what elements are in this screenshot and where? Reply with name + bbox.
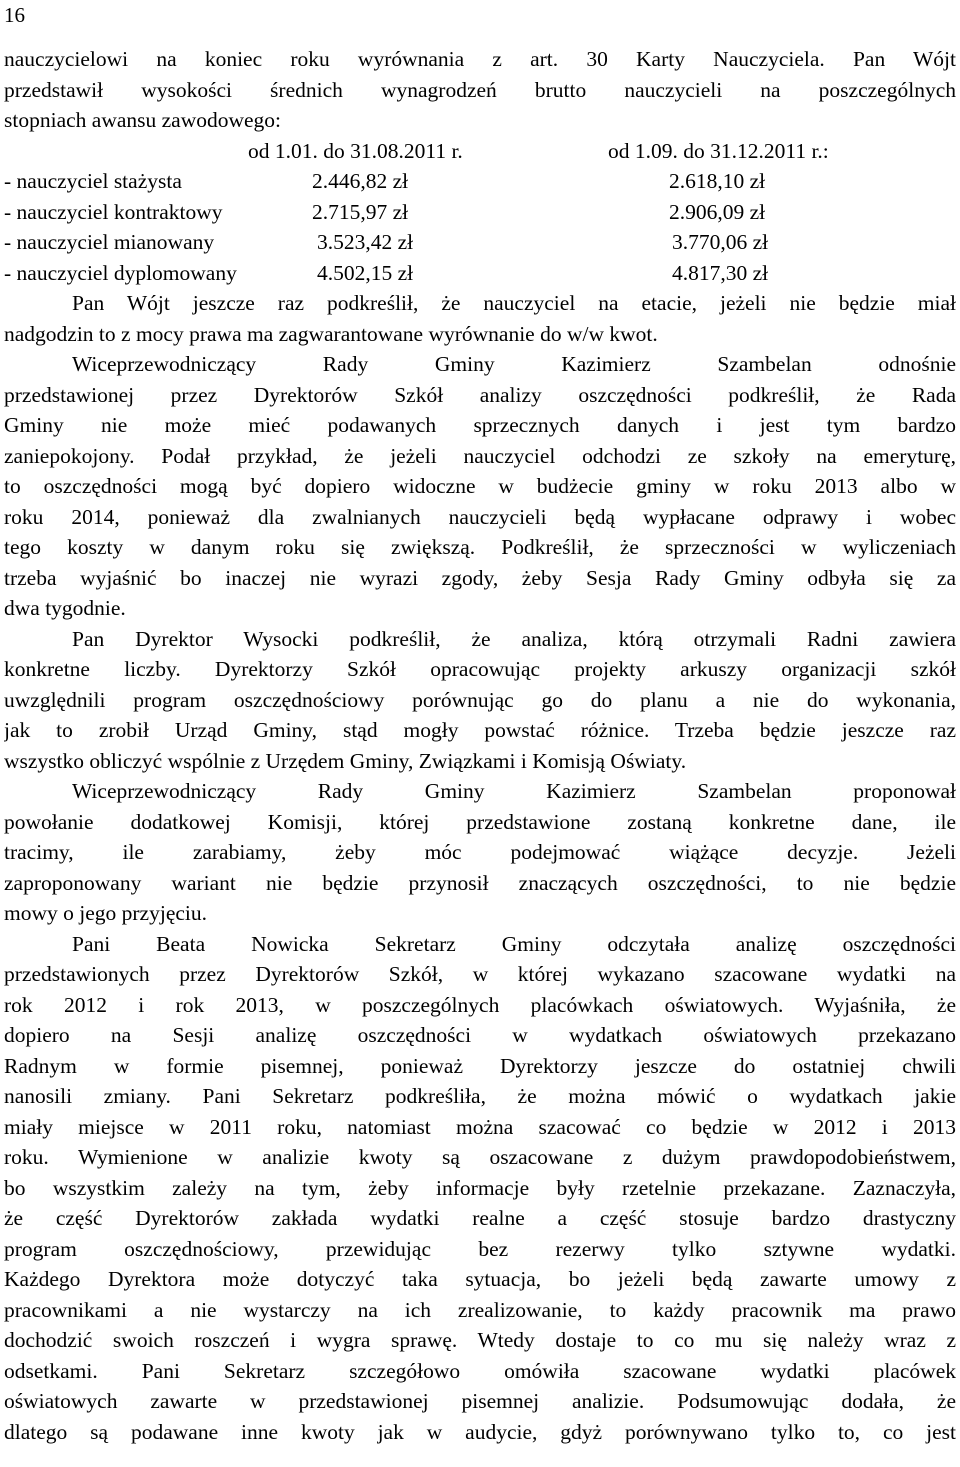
paragraph-line: zaniepokojony. Podał przykład, że jeżeli nauczyciel odchodzi ze szkoły na emeryturę, xyxy=(4,443,956,468)
paragraph-line: Pan Wójt jeszcze raz podkreślił, że nauczyciel na etacie, jeżeli nie będzie miał xyxy=(72,291,956,315)
paragraph-line: nauczycielowi na koniec roku wyrównania z art. 30 Karty Nauczyciela. Pan Wójt xyxy=(4,47,956,71)
header-period-1: od 1.01. do 31.08.2011 r. xyxy=(248,138,463,163)
table-row xyxy=(4,258,956,289)
paragraph-line: program oszczędnościowy, przewidując bez rezerwy tylko sztywne wydatki. xyxy=(4,1236,956,1261)
paragraph-line: przedstawił wysokości średnich wynagrodzeń brutto nauczycieli na poszczególnych xyxy=(4,77,956,102)
salary-period-1: 2.446,82 zł xyxy=(312,169,409,193)
paragraph-line: Radnym w formie pisemnej, ponieważ Dyrektorzy jeszcze do ostatniej chwili xyxy=(4,1053,956,1078)
salary-period-1: 2.715,97 zł xyxy=(312,199,409,224)
paragraph-line: Pani Beata Nowicka Sekretarz Gminy odczytała analizę oszczędności xyxy=(72,931,956,956)
teacher-level-label: - nauczyciel mianowany xyxy=(4,230,215,254)
salary-period-2: 2.618,10 zł xyxy=(669,169,766,193)
paragraph-line: uwzględnili program oszczędnościowy porównując go do planu a nie do wykonania, xyxy=(4,687,956,712)
paragraph-line: tego koszty w danym roku się zwiększą. Podkreślił, że sprzeczności w wyliczeniach xyxy=(4,535,956,559)
paragraph-line: dwa tygodnie. xyxy=(4,596,126,620)
salary-table xyxy=(4,136,956,289)
paragraph-line: nadgodzin to z mocy prawa ma zagwarantowane wyrównanie do w/w kwot. xyxy=(4,321,658,346)
salary-period-2: 2.906,09 zł xyxy=(669,199,766,224)
paragraph-line: dlatego są podawane inne kwoty jak w audycie, gdyż porównywano tylko to, co jest xyxy=(4,1419,956,1444)
paragraph-line: Każdego Dyrektora może dotyczyć taka sytuacja, bo jeżeli będą zawarte umowy z xyxy=(4,1267,956,1291)
document-body xyxy=(4,44,956,1447)
paragraph-line: konkretne liczby. Dyrektorzy Szkół opracowując projekty arkuszy organizacji szkół xyxy=(4,657,956,681)
paragraph-line: roku 2014, ponieważ dla zwalnianych nauczycieli będą wypłacane odprawy i wobec xyxy=(4,504,956,529)
teacher-level-label: - nauczyciel dyplomowany xyxy=(4,260,237,285)
paragraph-line: odsetkami. Pani Sekretarz szczegółowo omówiła szacowane wydatki placówek xyxy=(4,1358,956,1383)
paragraph-line: Wiceprzewodniczący Rady Gminy Kazimierz Szambelan odnośnie xyxy=(72,352,956,376)
paragraph-line: wszystko obliczyć wspólnie z Urzędem Gminy, Związkami i Komisją Oświaty. xyxy=(4,748,687,773)
table-row xyxy=(4,197,956,228)
salary-table-header xyxy=(4,136,956,167)
paragraph-line: miały miejsce w 2011 roku, natomiast można szacować co będzie w 2012 i 2013 xyxy=(4,1114,956,1139)
paragraph-line: oświatowych zawarte w przedstawionej pisemnej analizie. Podsumowując dodała, że xyxy=(4,1389,956,1413)
paragraph-line: pracownikami a nie wystarczy na ich zrealizowanie, to każdy pracownik ma prawo xyxy=(4,1297,956,1322)
table-row xyxy=(4,227,956,258)
teacher-level-label: - nauczyciel stażysta xyxy=(4,169,182,193)
paragraph-line: dochodzić swoich roszczeń i wygra sprawę. Wtedy dostaje to co mu się należy wraz z xyxy=(4,1328,956,1352)
paragraph-line: Pan Dyrektor Wysocki podkreślił, że analiza, którą otrzymali Radni zawiera xyxy=(72,626,956,651)
salary-period-1: 3.523,42 zł xyxy=(317,230,414,254)
paragraph-line: tracimy, ile zarabiamy, żeby móc podejmować wiążące decyzje. Jeżeli xyxy=(4,840,956,864)
salary-period-2: 4.817,30 zł xyxy=(672,260,769,285)
paragraph-line: Wiceprzewodniczący Rady Gminy Kazimierz Szambelan proponował xyxy=(72,779,956,803)
paragraph-line: zaproponowany wariant nie będzie przynosił znaczących oszczędności, to nie będzie xyxy=(4,870,956,895)
header-period-2: od 1.09. do 31.12.2011 r.: xyxy=(608,138,829,163)
page-number: 16 xyxy=(4,3,25,27)
paragraph-line: mowy o jego przyjęciu. xyxy=(4,901,208,925)
paragraph-line: roku. Wymienione w analizie kwoty są oszacowane z dużym prawdopodobieństwem, xyxy=(4,1145,956,1169)
paragraph-line: nanosili zmiany. Pani Sekretarz podkreśliła, że można mówić o wydatkach jakie xyxy=(4,1084,956,1108)
paragraph-line: powołanie dodatkowej Komisji, której przedstawione zostaną konkretne dane, ile xyxy=(4,809,956,834)
paragraph-line: trzeba wyjaśnić bo inaczej nie wyrazi zgody, żeby Sesja Rady Gminy odbyła się za xyxy=(4,565,956,590)
teacher-level-label: - nauczyciel kontraktowy xyxy=(4,199,223,224)
paragraph-line: przedstawionych przez Dyrektorów Szkół, w której wykazano szacowane wydatki na xyxy=(4,962,956,986)
paragraph-line: Gminy nie może mieć podawanych sprzecznych danych i jest tym bardzo xyxy=(4,413,956,437)
paragraph-line: dopiero na Sesji analizę oszczędności w wydatkach oświatowych przekazano xyxy=(4,1023,956,1047)
table-row xyxy=(4,166,956,197)
paragraph-line: przedstawionej przez Dyrektorów Szkół analizy oszczędności podkreślił, że Rada xyxy=(4,382,956,407)
paragraph-line: jak to zrobił Urząd Gminy, stąd mogły powstać różnice. Trzeba będzie jeszcze raz xyxy=(4,718,956,742)
paragraph-line: to oszczędności mogą być dopiero widoczne w budżecie gminy w roku 2013 albo w xyxy=(4,474,956,498)
paragraph-line: stopniach awansu zawodowego: xyxy=(4,108,282,132)
salary-period-1: 4.502,15 zł xyxy=(317,260,414,285)
paragraph-line: że część Dyrektorów zakłada wydatki realne a część stosuje bardzo drastyczny xyxy=(4,1206,956,1230)
salary-period-2: 3.770,06 zł xyxy=(672,230,769,254)
paragraph-line: bo wszystkim zależy na tym, żeby informacje były rzetelnie przekazane. Zaznaczyła, xyxy=(4,1175,956,1200)
paragraph-line: rok 2012 i rok 2013, w poszczególnych placówkach oświatowych. Wyjaśniła, że xyxy=(4,992,956,1017)
